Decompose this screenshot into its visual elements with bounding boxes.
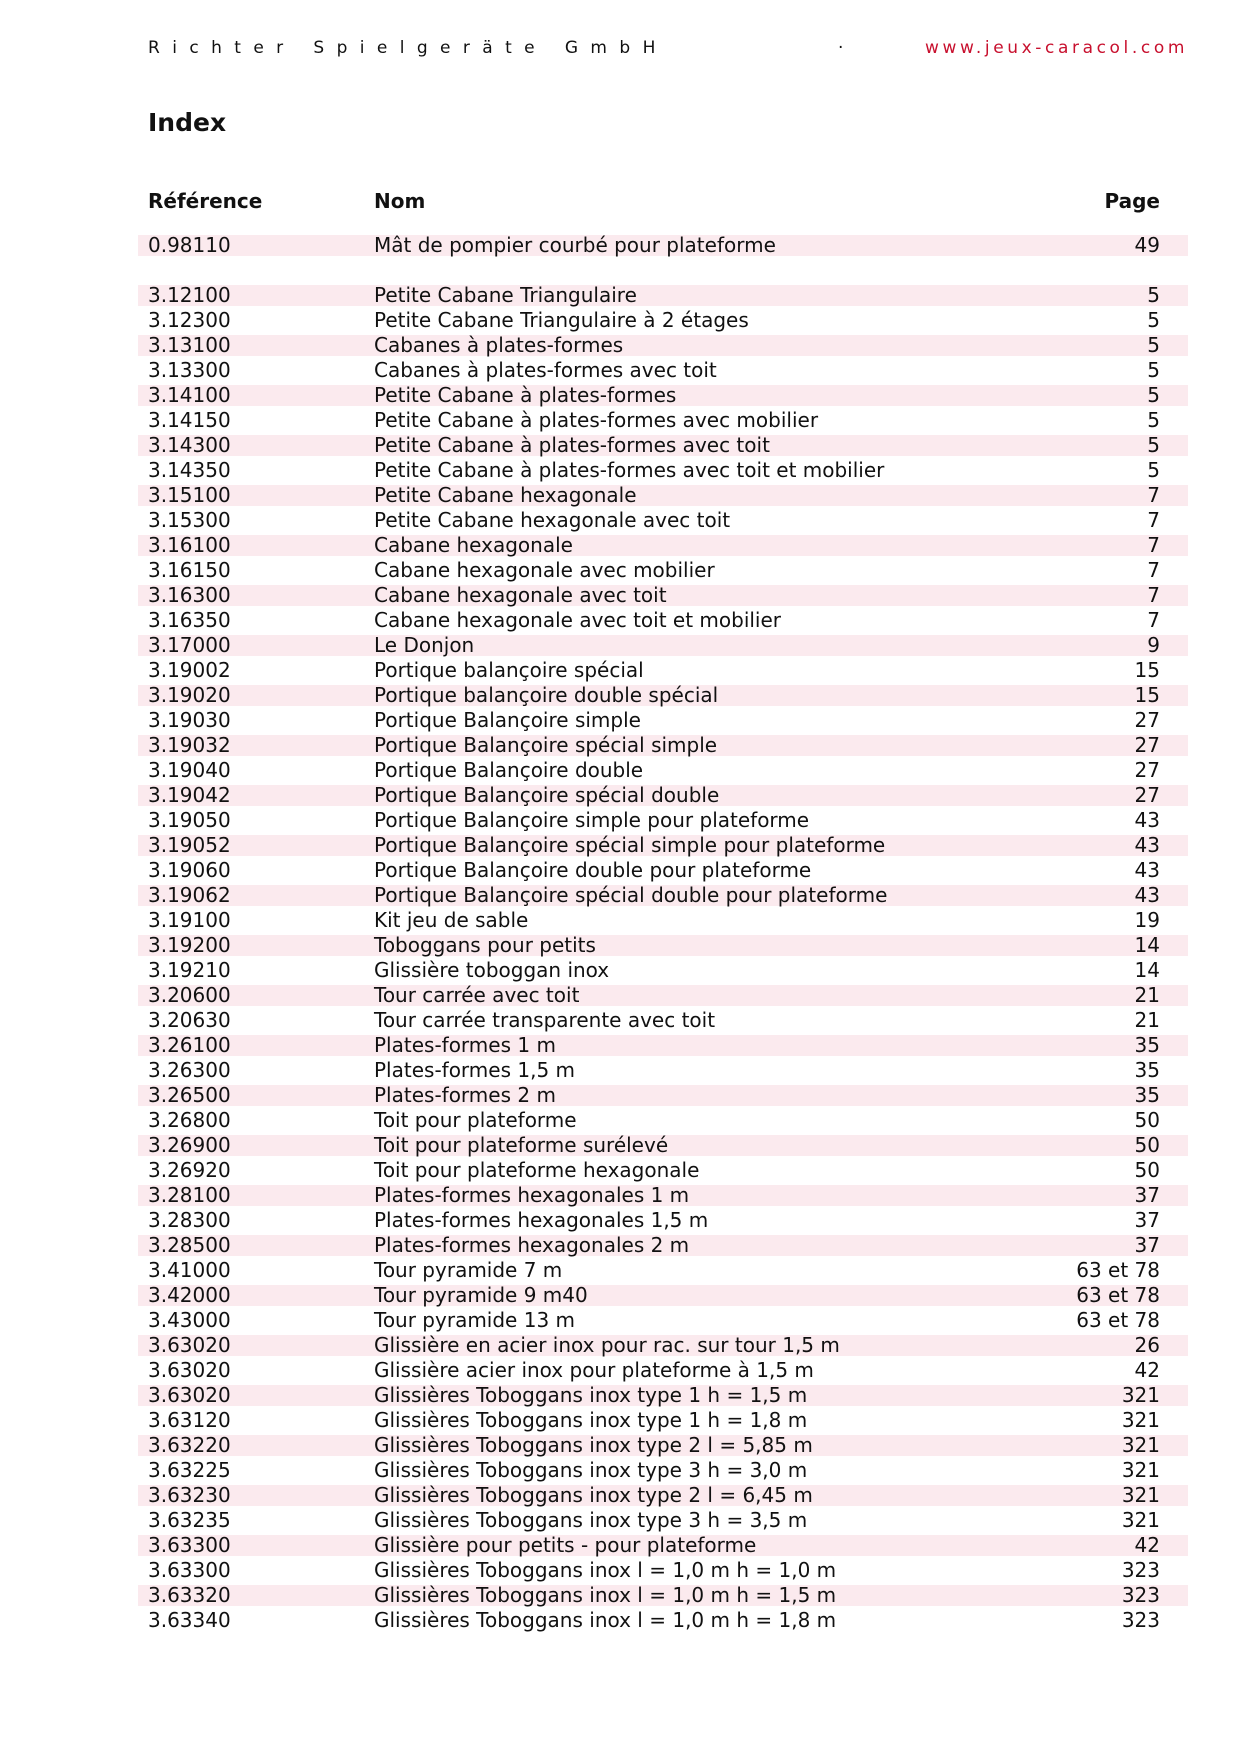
reference-cell: 0.98110 [148,233,231,257]
reference-cell: 3.28100 [148,1183,231,1207]
name-cell: Tour carrée transparente avec toit [374,1008,716,1032]
table-row [138,433,1188,458]
reference-cell: 3.14350 [148,458,231,482]
table-row [138,458,1188,483]
page-cell: 27 [1134,708,1160,732]
reference-cell: 3.63020 [148,1383,231,1407]
table-row [138,1158,1188,1183]
page-cell: 7 [1147,508,1160,532]
name-cell: Glissière acier inox pour plateforme à 1,5 m [374,1358,814,1382]
row-stripe [138,285,1188,306]
name-cell: Plates-formes hexagonales 1,5 m [374,1208,709,1232]
page-cell: 50 [1134,1108,1160,1132]
reference-cell: 3.13300 [148,358,231,382]
name-cell: Glissières Toboggans inox type 1 h = 1,5 m [374,1383,808,1407]
reference-cell: 3.43000 [148,1308,231,1332]
page-cell: 63 et 78 [1076,1283,1160,1307]
page-cell: 42 [1134,1358,1160,1382]
page-cell: 7 [1147,483,1160,507]
name-cell: Glissières Toboggans inox type 2 l = 6,45 m [374,1483,813,1507]
reference-cell: 3.26500 [148,1083,231,1107]
name-cell: Tour pyramide 9 m40 [374,1283,588,1307]
group-gap [138,258,1188,283]
table-row [138,1583,1188,1608]
name-cell: Toit pour plateforme hexagonale [374,1158,700,1182]
reference-cell: 3.12300 [148,308,231,332]
row-stripe [138,535,1188,556]
table-row [138,1458,1188,1483]
table-row [138,1258,1188,1283]
table-row [138,1508,1188,1533]
table-row [138,1283,1188,1308]
name-cell: Petite Cabane Triangulaire à 2 étages [374,308,749,332]
table-row [138,608,1188,633]
row-stripe [138,1035,1188,1056]
name-cell: Glissière en acier inox pour rac. sur tour 1,5 m [374,1333,840,1357]
page-cell: 21 [1134,1008,1160,1032]
column-header-page: Page [1104,189,1160,213]
name-cell: Glissières Toboggans inox type 2 l = 5,85 m [374,1433,813,1457]
row-stripe [138,1310,1188,1331]
page-cell: 7 [1147,583,1160,607]
table-row [138,1083,1188,1108]
reference-cell: 3.42000 [148,1283,231,1307]
name-cell: Plates-formes 1,5 m [374,1058,576,1082]
row-stripe [138,335,1188,356]
row-stripe [138,710,1188,731]
table-row [138,383,1188,408]
name-cell: Petite Cabane hexagonale avec toit [374,508,731,532]
table-row [138,633,1188,658]
page-cell: 321 [1121,1458,1160,1482]
page-cell: 27 [1134,758,1160,782]
reference-cell: 3.19042 [148,783,231,807]
name-cell: Petite Cabane à plates-formes avec toit et mobilier [374,458,885,482]
reference-cell: 3.15300 [148,508,231,532]
name-cell: Portique balançoire spécial [374,658,644,682]
table-row [138,583,1188,608]
page-cell: 14 [1134,958,1160,982]
reference-cell: 3.63120 [148,1408,231,1432]
reference-cell: 3.19062 [148,883,231,907]
reference-cell: 3.19052 [148,833,231,857]
name-cell: Cabanes à plates-formes [374,333,624,357]
table-row [138,533,1188,558]
page-cell: 321 [1121,1408,1160,1432]
page-cell: 43 [1134,808,1160,832]
table-row [138,1033,1188,1058]
table-row [138,1208,1188,1233]
page-cell: 15 [1134,683,1160,707]
table-row [138,858,1188,883]
reference-cell: 3.63225 [148,1458,231,1482]
table-row [138,833,1188,858]
reference-cell: 3.19030 [148,708,231,732]
name-cell: Portique Balançoire spécial double [374,783,720,807]
name-cell: Glissières Toboggans inox l = 1,0 m h = 1,8 m [374,1608,837,1632]
name-cell: Portique Balançoire double [374,758,644,782]
table-header [148,188,1160,214]
page-cell: 5 [1147,308,1160,332]
page-cell: 5 [1147,433,1160,457]
page-cell: 19 [1134,908,1160,932]
page-cell: 37 [1134,1208,1160,1232]
row-stripe [138,485,1188,506]
name-cell: Glissières Toboggans inox type 3 h = 3,0 m [374,1458,808,1482]
page-cell: 321 [1121,1508,1160,1532]
table-row [138,483,1188,508]
reference-cell: 3.16300 [148,583,231,607]
reference-cell: 3.26900 [148,1133,231,1157]
reference-cell: 3.16150 [148,558,231,582]
page-cell: 15 [1134,658,1160,682]
table-row [138,408,1188,433]
index-table [138,233,1188,1633]
page-cell: 27 [1134,783,1160,807]
table-row [138,508,1188,533]
page-title: Index [148,108,227,137]
page-cell: 35 [1134,1058,1160,1082]
name-cell: Portique balançoire double spécial [374,683,719,707]
reference-cell: 3.16350 [148,608,231,632]
table-row [138,1533,1188,1558]
page-cell: 42 [1134,1533,1160,1557]
page-cell: 5 [1147,358,1160,382]
table-row [138,233,1188,258]
page-cell: 5 [1147,408,1160,432]
reference-cell: 3.15100 [148,483,231,507]
name-cell: Petite Cabane à plates-formes avec toit [374,433,770,457]
reference-cell: 3.19002 [148,658,231,682]
reference-cell: 3.63230 [148,1483,231,1507]
page-cell: 50 [1134,1133,1160,1157]
name-cell: Tour pyramide 7 m [374,1258,563,1282]
row-stripe [138,1085,1188,1106]
name-cell: Glissières Toboggans inox type 3 h = 3,5 m [374,1508,808,1532]
table-row [138,1058,1188,1083]
name-cell: Cabanes à plates-formes avec toit [374,358,717,382]
reference-cell: 3.63235 [148,1508,231,1532]
name-cell: Glissières Toboggans inox l = 1,0 m h = 1,0 m [374,1558,837,1582]
reference-cell: 3.63300 [148,1558,231,1582]
table-row [138,958,1188,983]
page-cell: 321 [1121,1483,1160,1507]
table-row [138,783,1188,808]
page-cell: 43 [1134,858,1160,882]
reference-cell: 3.19050 [148,808,231,832]
name-cell: Portique Balançoire spécial simple [374,733,718,757]
name-cell: Tour pyramide 13 m [374,1308,576,1332]
reference-cell: 3.19200 [148,933,231,957]
row-stripe [138,960,1188,981]
name-cell: Cabane hexagonale avec mobilier [374,558,715,582]
table-row [138,683,1188,708]
row-stripe [138,910,1188,931]
page-cell: 26 [1134,1333,1160,1357]
name-cell: Tour carrée avec toit [374,983,580,1007]
page-cell: 5 [1147,383,1160,407]
name-cell: Portique Balançoire simple [374,708,641,732]
name-cell: Portique Balançoire double pour plateforme [374,858,812,882]
reference-cell: 3.63220 [148,1433,231,1457]
name-cell: Glissière toboggan inox [374,958,610,982]
name-cell: Le Donjon [374,633,475,657]
name-cell: Plates-formes 1 m [374,1033,556,1057]
table-row [138,333,1188,358]
name-cell: Petite Cabane à plates-formes avec mobilier [374,408,819,432]
reference-cell: 3.14300 [148,433,231,457]
name-cell: Plates-formes 2 m [374,1083,556,1107]
name-cell: Portique Balançoire spécial simple pour plateforme [374,833,886,857]
reference-cell: 3.19100 [148,908,231,932]
name-cell: Toit pour plateforme [374,1108,577,1132]
page-cell: 63 et 78 [1076,1258,1160,1282]
row-stripe [138,660,1188,681]
row-stripe [138,1060,1188,1081]
table-row [138,758,1188,783]
reference-cell: 3.28500 [148,1233,231,1257]
reference-cell: 3.20600 [148,983,231,1007]
page-cell: 7 [1147,558,1160,582]
table-row [138,1233,1188,1258]
name-cell: Petite Cabane à plates-formes [374,383,677,407]
page-cell: 27 [1134,733,1160,757]
page-cell: 5 [1147,333,1160,357]
page-cell: 49 [1134,233,1160,257]
table-row [138,1183,1188,1208]
page-cell: 323 [1121,1558,1160,1582]
reference-cell: 3.26300 [148,1058,231,1082]
table-row [138,908,1188,933]
reference-cell: 3.19040 [148,758,231,782]
table-row [138,1108,1188,1133]
reference-cell: 3.63020 [148,1358,231,1382]
name-cell: Portique Balançoire spécial double pour plateforme [374,883,888,907]
page-cell: 323 [1121,1583,1160,1607]
reference-cell: 3.20630 [148,1008,231,1032]
website-link[interactable]: www.jeux-caracol.com [924,38,1188,58]
table-row [138,983,1188,1008]
table-row [138,1483,1188,1508]
table-row [138,1333,1188,1358]
page-cell: 35 [1134,1033,1160,1057]
page-cell: 43 [1134,833,1160,857]
table-row [138,1383,1188,1408]
table-row [138,733,1188,758]
row-stripe [138,1285,1188,1306]
name-cell: Plates-formes hexagonales 1 m [374,1183,690,1207]
reference-cell: 3.41000 [148,1258,231,1282]
row-stripe [138,1260,1188,1281]
table-row [138,308,1188,333]
page-cell: 5 [1147,458,1160,482]
name-cell: Glissières Toboggans inox type 1 h = 1,8 m [374,1408,808,1432]
name-cell: Glissières Toboggans inox l = 1,0 m h = 1,5 m [374,1583,837,1607]
header-separator: · [838,38,844,58]
name-cell: Toit pour plateforme surélevé [374,1133,669,1157]
table-row [138,1358,1188,1383]
table-row [138,1008,1188,1033]
name-cell: Toboggans pour petits [374,933,596,957]
reference-cell: 3.19032 [148,733,231,757]
reference-cell: 3.14150 [148,408,231,432]
table-row [138,883,1188,908]
table-row [138,1608,1188,1633]
column-header-reference: Référence [148,189,263,213]
table-row [138,708,1188,733]
page-cell: 37 [1134,1183,1160,1207]
name-cell: Petite Cabane Triangulaire [374,283,637,307]
page-cell: 21 [1134,983,1160,1007]
table-row [138,1133,1188,1158]
page-cell: 14 [1134,933,1160,957]
table-row [138,808,1188,833]
reference-cell: 3.26100 [148,1033,231,1057]
reference-cell: 3.19020 [148,683,231,707]
row-stripe [138,935,1188,956]
table-row [138,1558,1188,1583]
table-row [138,1408,1188,1433]
row-stripe [138,985,1188,1006]
page-cell: 321 [1121,1433,1160,1457]
name-cell: Plates-formes hexagonales 2 m [374,1233,690,1257]
name-cell: Petite Cabane hexagonale [374,483,637,507]
page-cell: 7 [1147,533,1160,557]
name-cell: Cabane hexagonale avec toit et mobilier [374,608,782,632]
reference-cell: 3.19210 [148,958,231,982]
page-cell: 9 [1147,633,1160,657]
row-stripe [138,635,1188,656]
name-cell: Cabane hexagonale avec toit [374,583,667,607]
reference-cell: 3.26920 [148,1158,231,1182]
table-row [138,558,1188,583]
page-cell: 37 [1134,1233,1160,1257]
reference-cell: 3.19060 [148,858,231,882]
reference-cell: 3.63340 [148,1608,231,1632]
table-row [138,933,1188,958]
reference-cell: 3.26800 [148,1108,231,1132]
name-cell: Portique Balançoire simple pour plateforme [374,808,810,832]
reference-cell: 3.28300 [148,1208,231,1232]
row-stripe [138,760,1188,781]
page-cell: 43 [1134,883,1160,907]
reference-cell: 3.63320 [148,1583,231,1607]
column-header-name: Nom [374,189,426,213]
reference-cell: 3.17000 [148,633,231,657]
table-row [138,1433,1188,1458]
reference-cell: 3.13100 [148,333,231,357]
page-cell: 5 [1147,283,1160,307]
page-cell: 323 [1121,1608,1160,1632]
name-cell: Mât de pompier courbé pour plateforme [374,233,776,257]
reference-cell: 3.63020 [148,1333,231,1357]
table-row [138,358,1188,383]
reference-cell: 3.14100 [148,383,231,407]
table-row [138,1308,1188,1333]
table-row [138,658,1188,683]
page-cell: 50 [1134,1158,1160,1182]
reference-cell: 3.63300 [148,1533,231,1557]
table-row [138,283,1188,308]
name-cell: Kit jeu de sable [374,908,529,932]
page-cell: 321 [1121,1383,1160,1407]
company-name: Richter Spielgeräte GmbH [148,38,668,58]
page-cell: 63 et 78 [1076,1308,1160,1332]
name-cell: Glissière pour petits - pour plateforme [374,1533,757,1557]
page-header [148,38,1188,58]
row-stripe [138,1110,1188,1131]
reference-cell: 3.12100 [148,283,231,307]
name-cell: Cabane hexagonale [374,533,573,557]
page-cell: 7 [1147,608,1160,632]
page-cell: 35 [1134,1083,1160,1107]
reference-cell: 3.16100 [148,533,231,557]
